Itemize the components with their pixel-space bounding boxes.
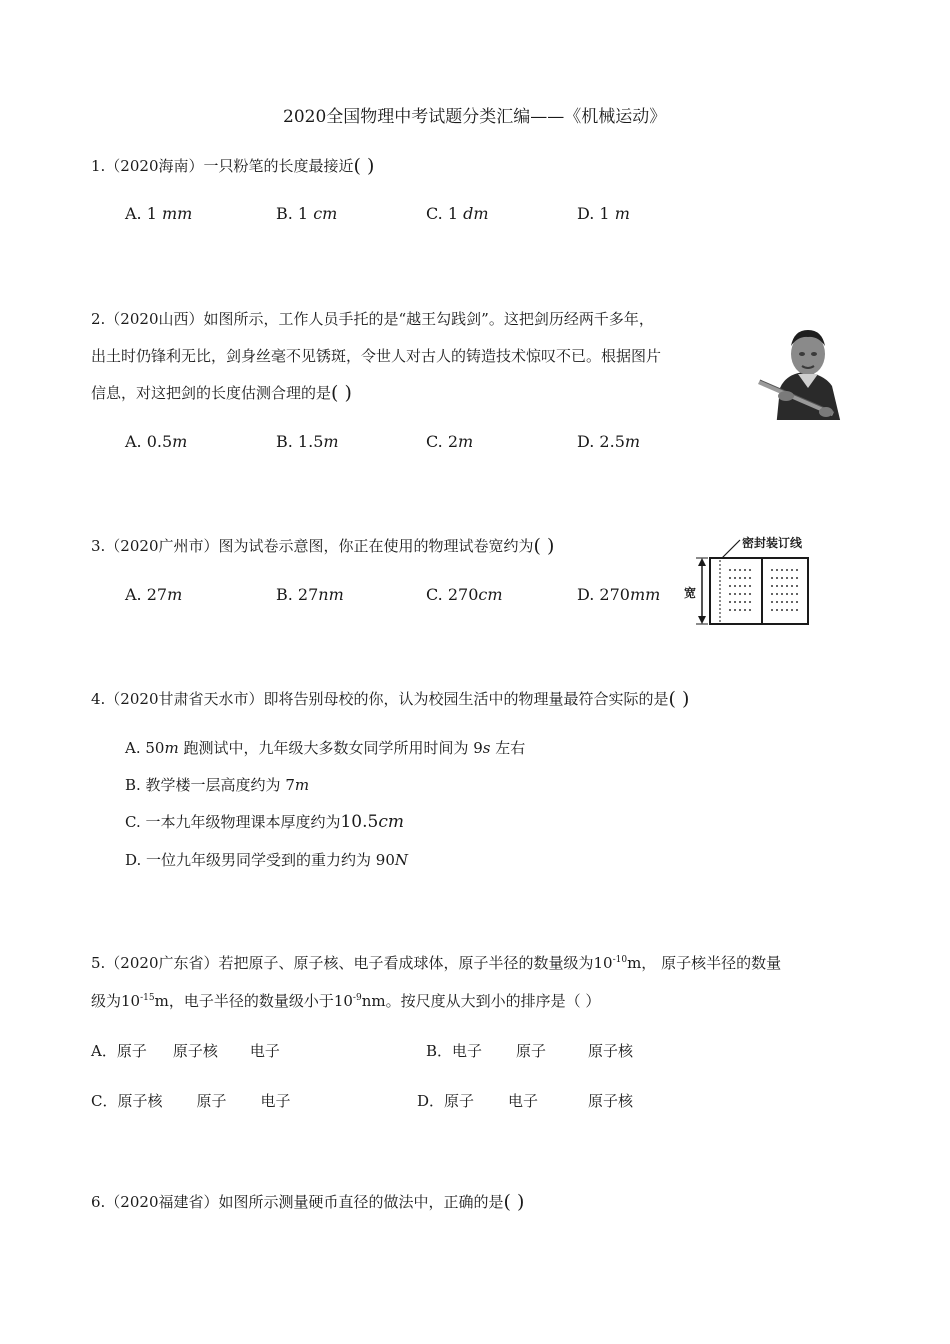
q3-option-c: C. 270cm [426,585,503,604]
answer-paren: ( ) [668,688,690,710]
question-2-line-1: 2.（2020山西）如图所示，工作人员手托的是“越王勾践剑”。这把剑历经两千多年， [91,310,654,328]
q5-option-b: B．电子 原子 原子核 [426,1042,634,1060]
q1-option-c: C. 1 dm [426,204,489,223]
q1-option-a: A. 1 mm [125,204,193,223]
page-title: 2020全国物理中考试题分类汇编——《机械运动》 [283,107,667,127]
answer-paren: ( ) [533,535,555,557]
q2-option-c: C. 2m [426,432,474,451]
sword-photo [756,316,856,428]
q4-option-d: D. 一位九年级男同学受到的重力约为 90N [125,851,409,869]
question-5-line-1: 5.（2020广东省）若把原子、原子核、电子看成球体，原子半径的数量级为$10^{-10}m$， 原子核半径的数量 [91,954,782,972]
q5-option-a: A．原子 原子核 电子 [91,1042,280,1060]
q2-option-a: A. 0.5m [125,432,188,451]
question-3-stem: 3.（2020广州市）图为试卷示意图，你正在使用的物理试卷宽约为( ) [91,535,555,557]
question-1-stem [91,155,374,177]
q4-option-b: B. 教学楼一层高度约为 7m [125,776,310,794]
answer-paren: ( ) [331,382,352,404]
question-2-line-3: 信息，对这把剑的长度估测合理的是( ) [91,382,352,404]
q2-option-d: D. 2.5m [577,432,641,451]
exam-paper-diagram [684,530,814,628]
q5-option-d: D．原子 电子 原子核 [417,1092,634,1110]
question-1-text: 1.（2020海南）一只粉笔的长度最接近 [91,157,354,175]
question-2-line-2: 出土时仍锋利无比，剑身丝毫不见锈斑，令世人对古人的铸造技术惊叹不已。根据图片 [91,347,662,365]
question-6-stem: 6.（2020福建省）如图所示测量硬币直径的做法中，正确的是( ) [91,1191,525,1213]
answer-paren: ( ) [503,1191,525,1213]
q3-option-d: D. 270mm [577,585,661,604]
q4-option-c: C. 一本九年级物理课本厚度约为10.5cm [125,812,404,832]
q5-option-c: C．原子核 原子 电子 [91,1092,291,1110]
q3-option-b: B. 27nm [276,585,344,604]
width-label: 宽 [684,586,697,600]
q3-option-a: A. 27m [125,585,183,604]
q1-option-d: D. 1 m [577,204,630,223]
seal-line-label: 密封装订线 [742,536,803,550]
q1-option-b: B. 1 cm [276,204,338,223]
q2-option-b: B. 1.5m [276,432,339,451]
question-4-stem: 4.（2020甘肃省天水市）即将告别母校的你，认为校园生活中的物理量最符合实际的是( ) [91,688,690,710]
q4-option-a: A. 50m 跑测试中，九年级大多数女同学所用时间为 9s 左右 [125,739,526,757]
question-5-line-2: 级为$10^{-15}m$，电子半径的数量级小于$10^{-9}nm$。按尺度从大到小的排序是（ ） [91,992,601,1010]
answer-paren: ( ) [353,155,375,177]
